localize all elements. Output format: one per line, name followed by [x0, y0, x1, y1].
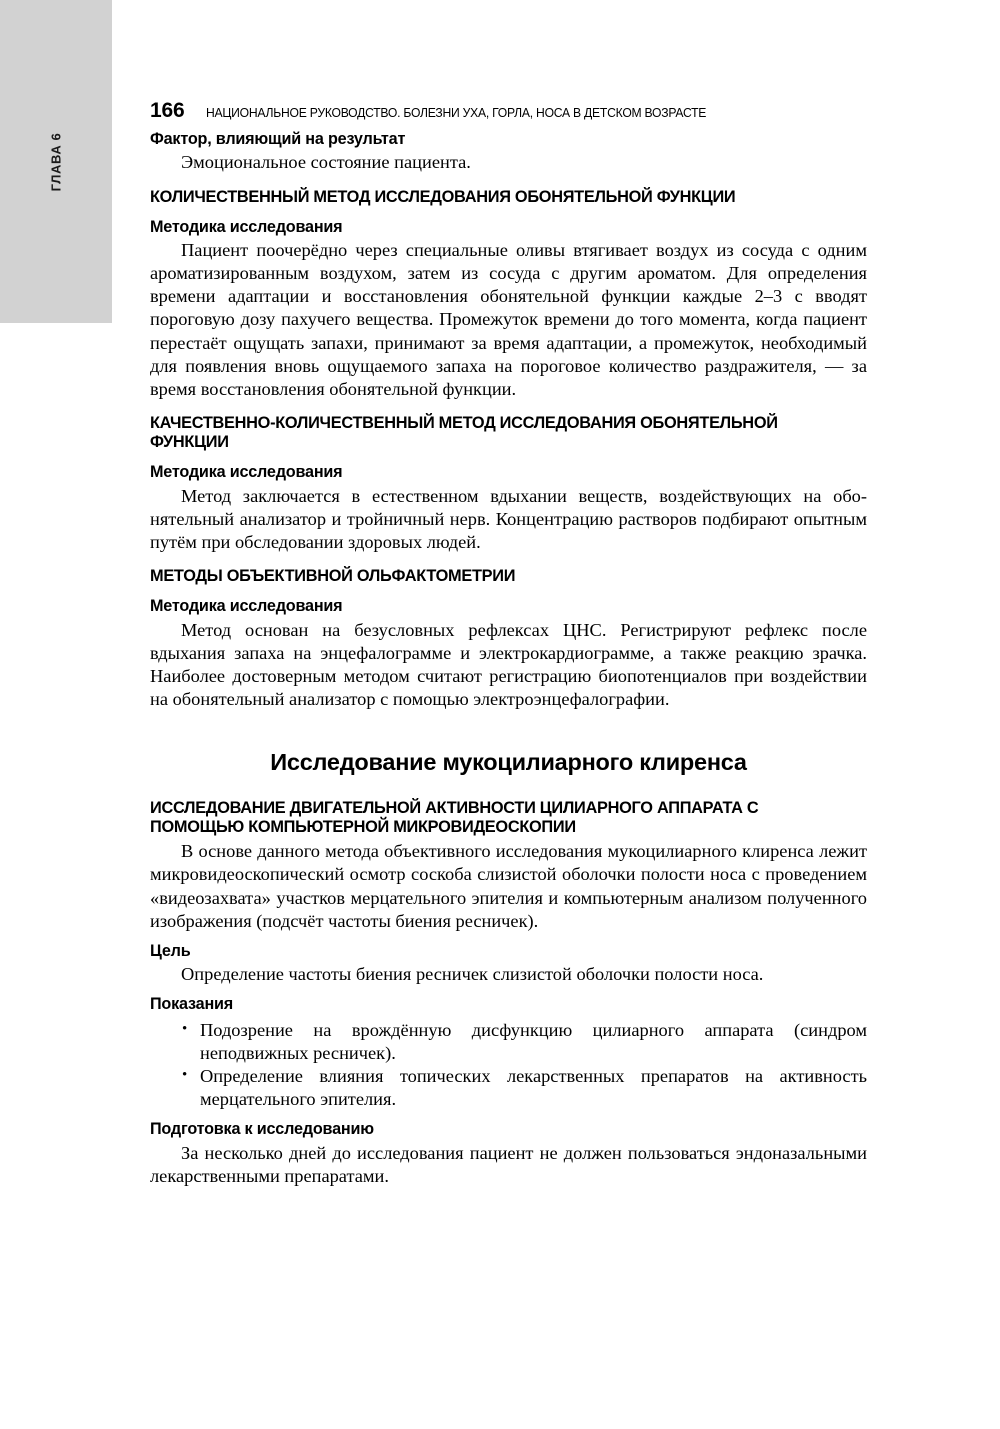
running-head — [150, 0, 867, 121]
heading-factor: Фактор, влияющий на результат — [150, 130, 406, 148]
chapter-tab-label: ГЛАВА 6 — [48, 132, 64, 191]
running-head-title: НАЦИОНАЛЬНОЕ РУКОВОДСТВО. БОЛЕЗНИ УХА, ГОРЛА, НОСА В ДЕТСКОМ ВОЗРАСТЕ — [206, 106, 707, 120]
heading-goal: Цель — [150, 941, 191, 960]
section-title-mucociliary-clearance: Исследование мукоцилиарного клиренса — [270, 749, 747, 776]
paragraph-qualitative-quantitative-methodology: Метод заключается в естественном вдыхании веществ, воздействующих на обонятельный анализатор и тройничный нерв. Концентрацию растворов подбирают опытным путём при обследовании здоровых людей. — [150, 485, 867, 552]
paragraph-factor: Эмоциональное состояние пациента. — [181, 152, 471, 173]
paragraph-goal: Определение частоты биения ресничек слизистой оболочки полости носа. — [181, 964, 764, 985]
list-item: • Подозрение на врождённую дисфункцию цилиарного аппарата (синдром неподвижных ресничек). — [150, 1019, 867, 1065]
heading-preparation: Подготовка к исследованию — [150, 1120, 374, 1139]
heading-objective-olfactometry: МЕТОДЫ ОБЪЕКТИВНОЙ ОЛЬФАКТОМЕТРИИ — [150, 566, 516, 586]
heading-qualitative-quantitative-method: КАЧЕСТВЕННО-КОЛИЧЕСТВЕННЫЙ МЕТОД ИССЛЕДОВАНИЯ ОБОНЯТЕЛЬНОЙ ФУНКЦИИ — [150, 412, 778, 452]
chapter-thumb-tab — [0, 0, 112, 323]
heading-quantitative-methodology: Методика исследования — [150, 217, 343, 236]
paragraph-videoscopy-study: В основе данного метода объективного исследования мукоцилиарного клиренса лежит микровидеоскопический осмотр соскоба слизистой оболочки полости носа с проведением «видеозахвата» участков мерцательного эпителия и компьютерным анализом полученного изображения (подсчёт частоты биения ресничек). — [150, 841, 867, 931]
paragraph-quantitative-methodology: Пациент поочерёдно через специальные оливы втягивает воздух из сосуда с одним ароматизированным воздухом, затем из сосуда с другим ароматом. Для определения времени адаптации и восстановления обонятельной функции каждые 2–3 с вводят пороговую дозу пахучего вещества. Промежуток времени до того момента, когда пациент перестаёт ощущать запахи, принимают за время адаптации, а промежуток, необходимый для появления вновь ощущаемого запаха на пороговое количество раздражителя, — за время восстановления обонятельной функции. — [150, 240, 867, 399]
paragraph-preparation: За несколько дней до исследования пациент не должен пользоваться эндоназальными лекарственными препаратами. — [150, 1142, 867, 1186]
indications-list — [150, 1016, 867, 1111]
heading-indications: Показания — [150, 995, 234, 1014]
heading-quantitative-method: КОЛИЧЕСТВЕННЫЙ МЕТОД ИССЛЕДОВАНИЯ ОБОНЯТЕЛЬНОЙ ФУНКЦИИ — [150, 186, 736, 206]
page-number: 166 — [150, 99, 185, 122]
paragraph-objective-methodology: Метод основан на безусловных рефлексах ЦНС. Регистрируют рефлекс после вдыхания запаха на энцефалограмме и электрокардиограмме, а также реакцию зрачка. Наиболее достоверным методом считают регистрацию биопотенциалов при воздействии на обонятельный анализатор с помощью электроэнцефалографии. — [150, 619, 867, 709]
page-content-column — [150, 0, 867, 1429]
heading-videoscopy-study: ИССЛЕДОВАНИЕ ДВИГАТЕЛЬНОЙ АКТИВНОСТИ ЦИЛИАРНОГО АППАРАТА С ПОМОЩЬЮ КОМПЬЮТЕРНОЙ МИКРОВИДЕОСКОПИИ — [150, 797, 759, 837]
heading-qualitative-quantitative-methodology: Методика исследования — [150, 463, 343, 482]
list-item: • Определение влияния топических лекарственных препаратов на активность мерцательного эпителия. — [150, 1065, 867, 1111]
heading-objective-methodology: Методика исследования — [150, 597, 343, 616]
